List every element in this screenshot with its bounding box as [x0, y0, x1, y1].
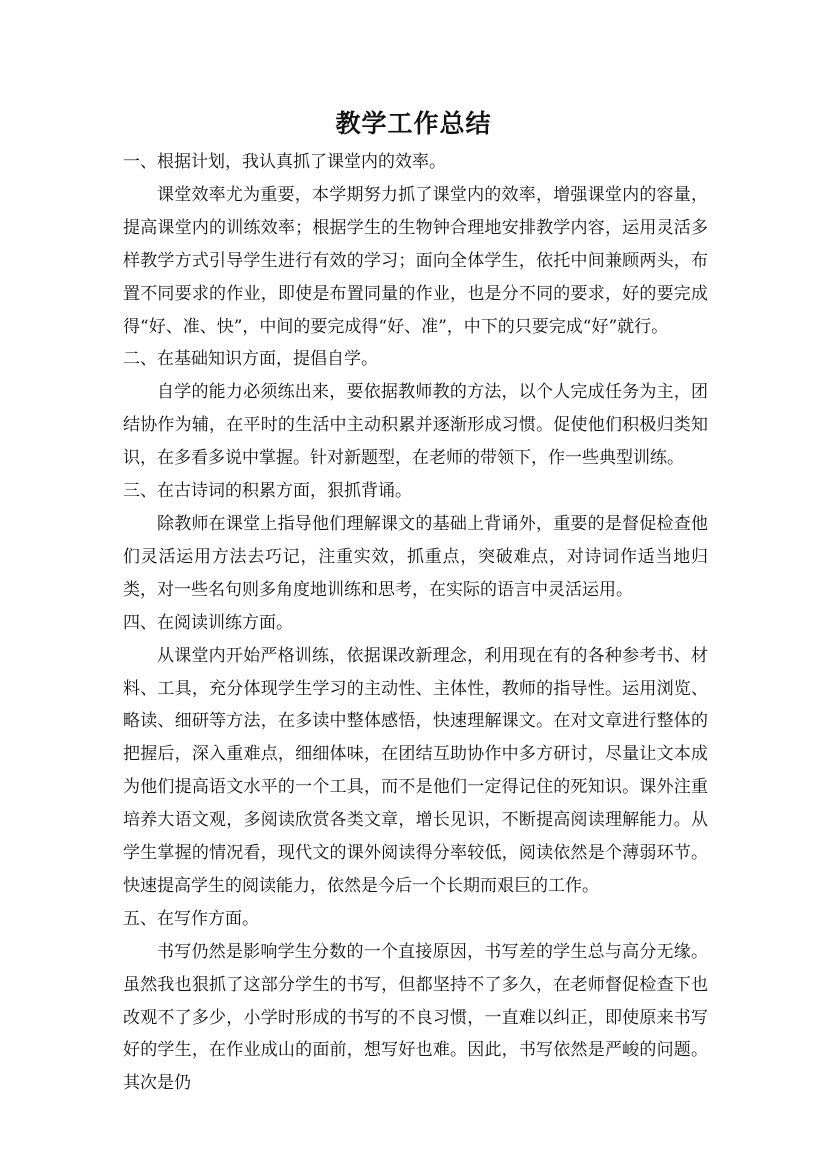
- section-heading-4: 四、在阅读训练方面。: [123, 612, 293, 633]
- section-heading-3: 三、在古诗词的积累方面，狠抓背诵。: [123, 481, 412, 502]
- section-heading-2: 二、在基础知识方面，提倡自学。: [123, 349, 378, 370]
- section-paragraph-2: 自学的能力必须练出来，要依据教师教的方法，以个人完成任务为主，团结协作为辅，在平时的生活中主动积累并逐渐形成习惯。促使他们积极归类知识，在多看多说中掌握。针对新题型，在老师的带领下，作一些典型训练。: [123, 382, 708, 469]
- section-paragraph-5: 书写仍然是影响学生分数的一个直接原因，书写差的学生总与高分无缘。虽然我也狠抓了这部分学生的书写，但都坚持不了多久，在老师督促检查下也改观不了多少，小学时形成的书写的不良习惯，一直难以纠正，即使原来书写好的学生，在作业成山的面前，想写好也难。因此，书写依然是严峻的问题。其次是仍: [123, 941, 708, 1094]
- section-paragraph-3: 除教师在课堂上指导他们理解课文的基础上背诵外，重要的是督促检查他们灵活运用方法去巧记，注重实效，抓重点，突破难点，对诗词作适当地归类，对一些名句则多角度地训练和思考，在实际的语言中灵活运用。: [123, 513, 708, 600]
- document-body: [123, 146, 708, 1100]
- section-heading-1: 一、根据计划，我认真抓了课堂内的效率。: [123, 152, 446, 172]
- section-paragraph-4: 从课堂内开始严格训练，依据课改新理念，利用现在有的各种参考书、材料、工具，充分体现学生学习的主动性、主体性，教师的指导性。运用浏览、略读、细研等方法，在多读中整体感悟，快速理解课文。在对文章进行整体的把握后，深入重难点，细细体味，在团结互助协作中多方研讨，尽量让文本成为他们提高语文水平的一个工具，而不是他们一定得记住的死知识。课外注重培养大语文观，多阅读欣赏各类文章，增长见识，不断提高阅读理解能力。从学生掌握的情况看，现代文的课外阅读得分率较低，阅读依然是个薄弱环节。快速提高学生的阅读能力，依然是今后一个长期而艰巨的工作。: [123, 645, 708, 896]
- document-title: 教学工作总结: [335, 109, 492, 138]
- section-heading-5: 五、在写作方面。: [123, 908, 259, 929]
- section-paragraph-1: 课堂效率尤为重要，本学期努力抓了课堂内的效率，增强课堂内的容量，提高课堂内的训练效率；根据学生的生物钟合理地安排教学内容，运用灵活多样教学方式引导学生进行有效的学习；面向全体学生，依托中间兼顾两头，布置不同要求的作业，即使是布置同量的作业，也是分不同的要求，好的要完成得“好、准、快”，中间的要完成得“好、准”，中下的只要完成“好”就行。: [123, 184, 708, 337]
